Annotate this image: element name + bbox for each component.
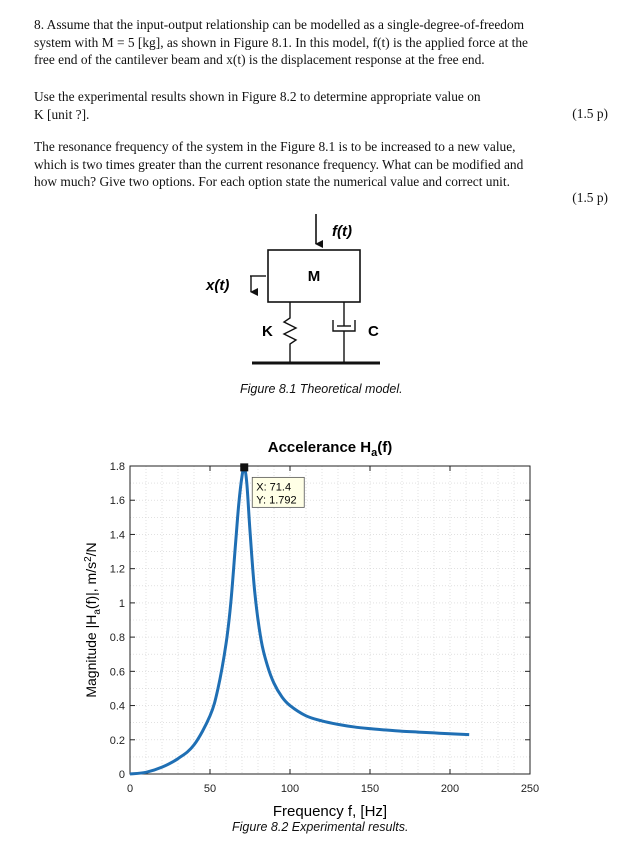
part-b-line: how much? Give two options. For each option state the numerical value and correct unit. [34,174,510,190]
displacement-label: x(t) [206,277,230,294]
x-tick-label: 100 [280,783,300,795]
intro-line: system with M = 5 [kg], as shown in Figure 8.1. In this model, f(t) is the applied force at the [34,34,528,50]
part-a-points: (1.5 p) [572,106,608,121]
chart-title: Accelerance $H_a(f)$ [267,439,393,459]
force-label: f(t) [332,223,352,240]
y-tick-label: 1.6 [109,495,125,508]
mass-label: M [307,268,321,285]
y-tick-label: 0.8 [109,632,125,645]
y-tick-label: 1.2 [109,563,125,576]
intro-line: free end of the cantilever beam and x(t) is the displacement response at the free end. [34,52,485,68]
x-tick-label: 0 [126,783,134,795]
part-b-line: The resonance frequency of the system in the Figure 8.1 is to be increased to a new value, [34,139,516,154]
y-tick-label: 1.8 [109,461,125,473]
part-b-points: (1.5 p) [572,190,608,205]
y-tick-label: 0 [118,769,125,781]
figure-8-2-caption: Figure 8.2 Experimental results. [232,820,409,834]
spring [284,302,296,362]
accelerance-chart [0,430,636,848]
damper-label: C [368,323,379,340]
part-b-line: which is two times greater than the current resonance frequency. What can be modified and [34,156,524,172]
datatip [252,477,304,507]
y-tick-label: 0.2 [109,734,125,747]
x-tick-label: 150 [360,783,380,795]
intro-line: 8. Assume that the input-output relationship can be modelled as a single-degree-of-freedom [34,17,525,32]
datatip-marker [240,463,248,471]
y-axis-label: Magnitude $|H_a(f)|$, $m/s^2/N$ [83,542,103,698]
y-tick-label: 0.4 [109,700,125,713]
y-tick-label: 1.4 [109,529,125,542]
x-axis-label: Frequency f, [Hz] [272,803,388,820]
spring-label: K [262,323,273,340]
figure-8-1-caption: Figure 8.1 Theoretical model. [240,382,403,396]
sdof-model-diagram [0,0,636,420]
part-a-line: Use the experimental results shown in Figure 8.2 to determine appropriate value on [34,89,481,104]
datatip-y-text: Y: 1.792 [256,494,297,507]
part-a-line: K [unit ?]. [34,106,90,122]
x-tick-label: 250 [520,783,540,795]
datatip-x-text: X: 71.4 [256,481,292,494]
chart-ticks [110,461,539,795]
x-tick-label: 200 [440,783,460,795]
y-tick-label: 1 [118,597,125,610]
series-line-accelerance [130,467,469,774]
x-tick-label: 50 [203,783,217,795]
chart-grid [130,466,530,774]
y-tick-label: 0.6 [109,666,125,679]
